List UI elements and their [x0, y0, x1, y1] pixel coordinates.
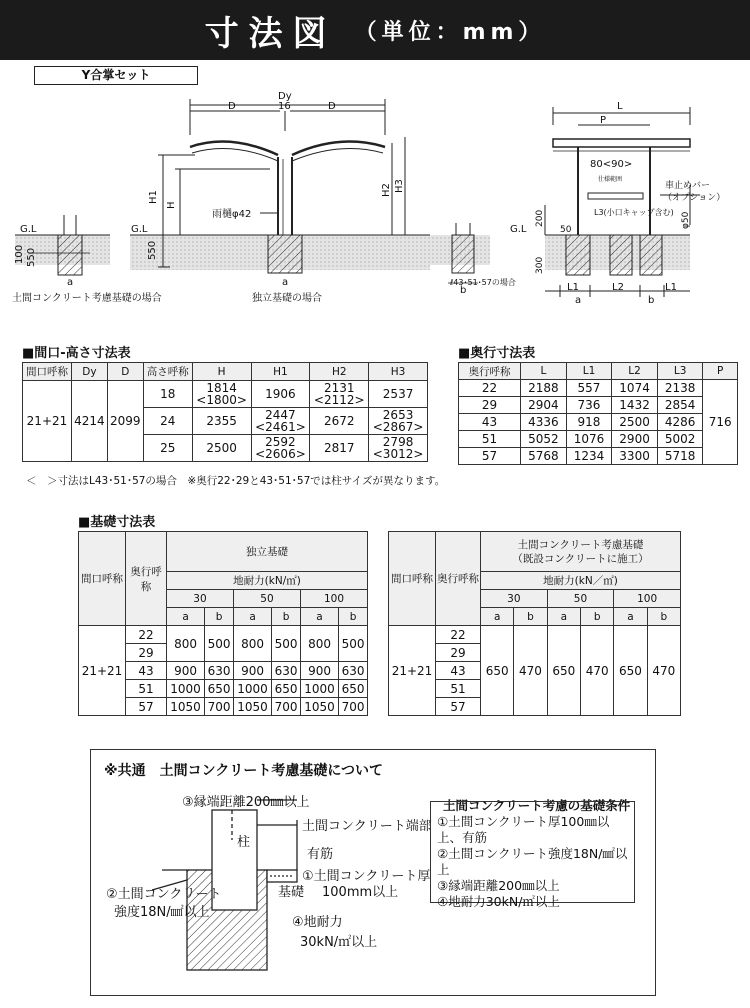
unit-label: （単位：mm） — [354, 19, 546, 45]
th-d: D — [107, 363, 143, 381]
th-height: 高さ呼称 — [143, 363, 192, 381]
th-bearing: 地耐力(kN/㎡) — [167, 572, 368, 590]
th-p: P — [703, 363, 738, 380]
caption-left: 土間コンクリート考慮基礎の場合 — [12, 293, 162, 304]
550-label-mid: 550 — [147, 240, 158, 260]
th-l1: L1 — [566, 363, 612, 380]
cell-h1: 2447 <2461> — [251, 408, 310, 435]
cell: 650 — [272, 680, 301, 698]
cell-dy: 4214 — [71, 381, 107, 462]
th-b: b — [647, 608, 680, 626]
spec-label: 仕様範囲 — [598, 176, 623, 183]
50-label: 50 — [560, 225, 572, 235]
cell: 650 — [205, 680, 234, 698]
dimension-drawing — [0, 85, 750, 310]
cell: 1432 — [612, 397, 658, 414]
b-label-right: b — [648, 295, 655, 306]
th-b: b — [272, 608, 301, 626]
th-depth: 奥行呼称 — [459, 363, 521, 380]
cell-depth: 51 — [436, 680, 481, 698]
cell: 700 — [272, 698, 301, 716]
title-banner — [0, 0, 750, 60]
option-label: （オプション） — [663, 193, 726, 203]
cell: 650 — [481, 626, 514, 716]
d-label-left: D — [228, 101, 236, 112]
slab-end-label: 土間コンクリート端部 — [302, 819, 432, 834]
th-l2: L2 — [612, 363, 658, 380]
cell: 900 — [167, 662, 205, 680]
cell-frontage: 21+21 — [23, 381, 72, 462]
cell: 29 — [459, 397, 521, 414]
rebar-label: 有筋 — [307, 847, 334, 862]
edge-label: ③縁端距離200㎜以上 — [182, 795, 310, 810]
cell-h2: 2131 <2112> — [310, 381, 369, 408]
cell: 5718 — [657, 448, 703, 465]
cell-p: 716 — [703, 380, 738, 465]
cell-depth: 57 — [436, 698, 481, 716]
dy-label: Dy — [278, 91, 292, 102]
cell: 2900 — [612, 431, 658, 448]
set-label: Y合掌セット — [34, 66, 198, 85]
th-l3: L3 — [657, 363, 703, 380]
a-label-left: a — [67, 277, 74, 288]
th-h1: H1 — [251, 363, 310, 381]
cell: 1050 — [300, 698, 338, 716]
cond-title: 土間コンクリート考慮の基礎条件 — [440, 796, 633, 814]
cell: 650 — [547, 626, 580, 716]
strength-label2: 強度18N/㎟以上 — [114, 905, 210, 920]
caption-mid: 独立基礎の場合 — [252, 293, 322, 304]
cell-depth: 43 — [126, 662, 167, 680]
a-label-mid: a — [282, 277, 289, 288]
condition-item: ①土間コンクリート厚100㎜以上、有筋 — [437, 814, 610, 845]
cell: 1074 — [612, 380, 658, 397]
cell: 470 — [514, 626, 547, 716]
cell-depth: 51 — [126, 680, 167, 698]
condition-item: ③縁端距離200㎜以上 — [437, 878, 560, 893]
cap-label: L3(小口キャップ含む) — [594, 208, 674, 217]
cell: 900 — [300, 662, 338, 680]
th-group: 独立基礎 — [167, 532, 368, 572]
300-label: 300 — [535, 256, 545, 274]
th-a: a — [167, 608, 205, 626]
th-b: b — [339, 608, 368, 626]
conditions-box — [430, 801, 635, 909]
th-level: 30 — [481, 590, 548, 608]
cell: 918 — [566, 414, 612, 431]
h2-label: H2 — [381, 183, 392, 197]
cell: 650 — [614, 626, 647, 716]
8090-label: 80<90> — [590, 159, 633, 170]
cell: 1000 — [167, 680, 205, 698]
th-a: a — [233, 608, 271, 626]
cell: 700 — [205, 698, 234, 716]
gutter-label: 雨樋φ42 — [212, 209, 252, 220]
cell-h: 2500 — [192, 435, 251, 462]
cell-h2: 2672 — [310, 408, 369, 435]
cell: 500 — [272, 626, 301, 662]
cell-hc: 25 — [143, 435, 192, 462]
cell-h2: 2817 — [310, 435, 369, 462]
height-table — [22, 362, 428, 462]
cell: 630 — [205, 662, 234, 680]
foundation-label: 基礎 — [278, 885, 305, 900]
th-frontage: 間口呼称 — [79, 532, 126, 626]
bearing-label1: ④地耐力 — [292, 915, 343, 930]
strength-label1: ②土間コンクリート — [106, 887, 222, 902]
th-level: 30 — [167, 590, 234, 608]
cell-h1: 2592 <2606> — [251, 435, 310, 462]
th-dy: Dy — [71, 363, 107, 381]
phi50-label: φ50 — [681, 211, 691, 229]
cell: 800 — [300, 626, 338, 662]
cell-frontage: 21+21 — [389, 626, 436, 716]
l1-label-left: L1 — [567, 282, 579, 293]
cell: 5002 — [657, 431, 703, 448]
table1-title: ■間口-高さ寸法表 — [22, 346, 131, 361]
page-title: 寸法図 — [204, 13, 337, 54]
a-label-right: a — [575, 295, 582, 306]
cell: 4336 — [521, 414, 567, 431]
cell-depth: 29 — [436, 644, 481, 662]
th-h2: H2 — [310, 363, 369, 381]
cell: 470 — [580, 626, 613, 716]
d-label-right: D — [328, 101, 336, 112]
cell: 5052 — [521, 431, 567, 448]
gl-label-left: G.L — [20, 224, 37, 235]
cell: 557 — [566, 380, 612, 397]
b-label: b — [460, 285, 467, 296]
cell: 2500 — [612, 414, 658, 431]
th-a: a — [547, 608, 580, 626]
condition-item: ④地耐力30kN/㎡以上 — [437, 894, 560, 909]
bearing-label2: 30kN/㎡以上 — [300, 935, 378, 950]
cell: 800 — [233, 626, 271, 662]
cell-h: 2355 — [192, 408, 251, 435]
cell: 500 — [339, 626, 368, 662]
l2-label: L2 — [612, 282, 624, 293]
cell: 4286 — [657, 414, 703, 431]
th-level: 50 — [547, 590, 614, 608]
th-b: b — [580, 608, 613, 626]
cell: 800 — [167, 626, 205, 662]
thickness-label2: 100mm以上 — [322, 885, 399, 900]
wheelstop-label: 車止めバー — [665, 181, 711, 191]
cell-frontage: 21+21 — [79, 626, 126, 716]
cell: 51 — [459, 431, 521, 448]
cell: 500 — [205, 626, 234, 662]
cell: 2188 — [521, 380, 567, 397]
th-depth: 奥行呼称 — [126, 532, 167, 626]
foundation-table — [78, 531, 368, 716]
cell: 1234 — [566, 448, 612, 465]
cell-depth: 22 — [126, 626, 167, 644]
cell: 470 — [647, 626, 680, 716]
gl-label-mid: G.L — [131, 224, 148, 235]
cell-h3: 2537 — [369, 381, 428, 408]
h1-label: H1 — [148, 190, 159, 204]
th-group1: 土間コンクリート考慮基礎 — [517, 538, 644, 551]
cell: 1050 — [167, 698, 205, 716]
cell-h: 1814 <1800> — [192, 381, 251, 408]
200-label: 200 — [535, 209, 545, 227]
cell: 1076 — [566, 431, 612, 448]
l1-label-right: L1 — [665, 282, 677, 293]
th-level: 100 — [614, 590, 681, 608]
cell-h3: 2653 <2867> — [369, 408, 428, 435]
cell-depth: 43 — [436, 662, 481, 680]
cell: 2904 — [521, 397, 567, 414]
cell: 736 — [566, 397, 612, 414]
cell: 630 — [339, 662, 368, 680]
table2-title: ■奥行寸法表 — [458, 346, 536, 361]
cell-hc: 18 — [143, 381, 192, 408]
th-b: b — [205, 608, 234, 626]
cell-h1: 1906 — [251, 381, 310, 408]
pillar-label: 柱 — [237, 835, 251, 850]
h3-label: H3 — [394, 179, 405, 193]
cell: 22 — [459, 380, 521, 397]
gl-label-right: G.L — [510, 224, 527, 235]
th-frontage: 間口呼称 — [23, 363, 72, 381]
common-title: ※共通 土間コンクリート考慮基礎について — [104, 763, 384, 779]
th-group — [481, 532, 681, 572]
th-group2: （既設コンクリートに施工） — [512, 552, 649, 565]
th-a: a — [614, 608, 647, 626]
cell: 1000 — [233, 680, 271, 698]
slab-foundation-table — [388, 531, 681, 716]
th-depth: 奥行呼称 — [436, 532, 481, 626]
cell-hc: 24 — [143, 408, 192, 435]
cell: 43 — [459, 414, 521, 431]
cell: 1050 — [233, 698, 271, 716]
thickness-label1: ①土間コンクリート厚 — [302, 869, 431, 884]
th-l: L — [521, 363, 567, 380]
th-h3: H3 — [369, 363, 428, 381]
cell: 57 — [459, 448, 521, 465]
cell-depth: 29 — [126, 644, 167, 662]
cell-h3: 2798 <3012> — [369, 435, 428, 462]
100-label: 100 — [14, 244, 25, 264]
conditions-list — [431, 802, 634, 910]
p-label: P — [600, 115, 607, 126]
cell: 700 — [339, 698, 368, 716]
th-level: 100 — [300, 590, 367, 608]
cell: 650 — [339, 680, 368, 698]
cell-depth: 57 — [126, 698, 167, 716]
table3-title: ■基礎寸法表 — [78, 515, 156, 530]
cell: 1000 — [300, 680, 338, 698]
th-a: a — [300, 608, 338, 626]
depth-table — [458, 362, 738, 465]
cell: 5768 — [521, 448, 567, 465]
cell: 2854 — [657, 397, 703, 414]
th-a: a — [481, 608, 514, 626]
l-label: L — [617, 101, 623, 112]
l435157-label: ℓ43･51･57の場合 — [450, 278, 516, 287]
th-h: H — [192, 363, 251, 381]
th-frontage: 間口呼称 — [389, 532, 436, 626]
cell-d: 2099 — [107, 381, 143, 462]
cell-depth: 22 — [436, 626, 481, 644]
slab-diagram — [92, 780, 432, 992]
cell: 2138 — [657, 380, 703, 397]
cell: 630 — [272, 662, 301, 680]
th-b: b — [514, 608, 547, 626]
cell: 900 — [233, 662, 271, 680]
gap-label: 16 — [278, 101, 291, 112]
th-level: 50 — [233, 590, 300, 608]
th-bearing: 地耐力(kN／㎡) — [481, 572, 681, 590]
h-label: H — [166, 201, 177, 209]
cell: 3300 — [612, 448, 658, 465]
condition-item: ②土間コンクリート強度18N/㎟以上 — [437, 846, 628, 877]
550-label-left: 550 — [26, 247, 37, 267]
size-note: ＜ ＞寸法はL43･51･57の場合 ※奥行22･29と43･51･57では柱サイズが異なります。 — [26, 475, 446, 487]
